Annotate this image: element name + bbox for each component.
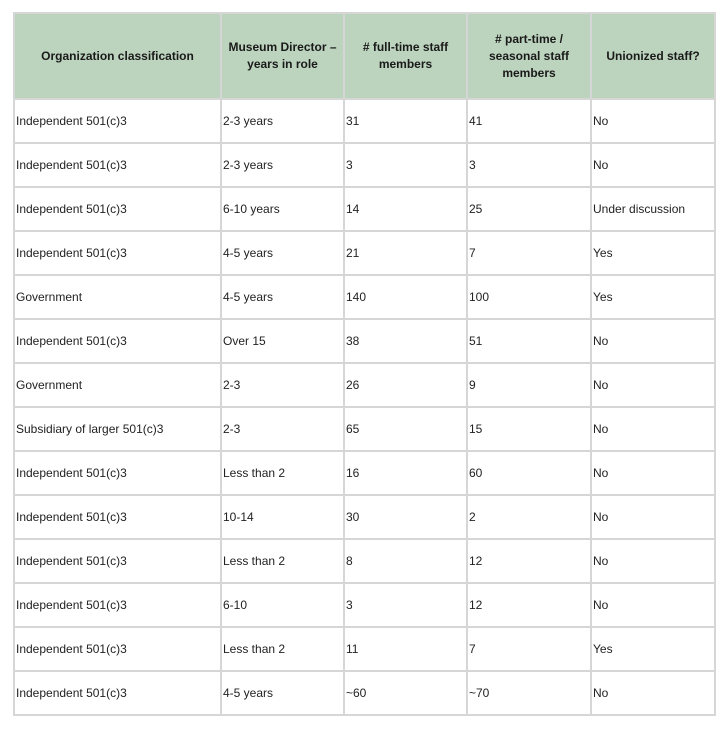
cell-director-years: Less than 2 — [221, 627, 344, 671]
cell-full-time-staff: 3 — [344, 143, 467, 187]
header-director-years: Museum Director – years in role — [221, 13, 344, 99]
cell-part-time-staff: 15 — [467, 407, 591, 451]
cell-organization-classification: Independent 501(c)3 — [14, 671, 221, 715]
cell-unionized-staff: No — [591, 407, 715, 451]
cell-director-years: 6-10 — [221, 583, 344, 627]
cell-organization-classification: Independent 501(c)3 — [14, 451, 221, 495]
cell-organization-classification: Independent 501(c)3 — [14, 319, 221, 363]
header-unionized-staff: Unionized staff? — [591, 13, 715, 99]
cell-full-time-staff: 16 — [344, 451, 467, 495]
cell-organization-classification: Independent 501(c)3 — [14, 99, 221, 143]
cell-part-time-staff: 7 — [467, 627, 591, 671]
cell-director-years: Less than 2 — [221, 539, 344, 583]
cell-unionized-staff: No — [591, 451, 715, 495]
museum-staff-table — [13, 12, 716, 716]
cell-full-time-staff: 8 — [344, 539, 467, 583]
cell-unionized-staff: Yes — [591, 275, 715, 319]
cell-organization-classification: Subsidiary of larger 501(c)3 — [14, 407, 221, 451]
cell-director-years: 4-5 years — [221, 231, 344, 275]
cell-director-years: 2-3 — [221, 363, 344, 407]
cell-organization-classification: Independent 501(c)3 — [14, 231, 221, 275]
cell-part-time-staff: 12 — [467, 583, 591, 627]
cell-part-time-staff: 41 — [467, 99, 591, 143]
table-body — [14, 99, 715, 715]
cell-director-years: 2-3 years — [221, 143, 344, 187]
table-row — [14, 407, 715, 451]
cell-part-time-staff: 60 — [467, 451, 591, 495]
cell-director-years: 2-3 — [221, 407, 344, 451]
cell-full-time-staff: 21 — [344, 231, 467, 275]
staff-table-container — [13, 12, 714, 716]
cell-part-time-staff: 9 — [467, 363, 591, 407]
table-row — [14, 187, 715, 231]
table-row — [14, 451, 715, 495]
table-row — [14, 363, 715, 407]
cell-director-years: 4-5 years — [221, 671, 344, 715]
cell-full-time-staff: 140 — [344, 275, 467, 319]
table-row — [14, 627, 715, 671]
cell-unionized-staff: Yes — [591, 231, 715, 275]
cell-director-years: Over 15 — [221, 319, 344, 363]
cell-unionized-staff: Yes — [591, 627, 715, 671]
cell-unionized-staff: No — [591, 143, 715, 187]
cell-director-years: 4-5 years — [221, 275, 344, 319]
table-row — [14, 539, 715, 583]
cell-part-time-staff: 25 — [467, 187, 591, 231]
table-row — [14, 275, 715, 319]
cell-unionized-staff: Under discussion — [591, 187, 715, 231]
cell-unionized-staff: No — [591, 319, 715, 363]
cell-unionized-staff: No — [591, 99, 715, 143]
cell-part-time-staff: 7 — [467, 231, 591, 275]
cell-part-time-staff: ~70 — [467, 671, 591, 715]
cell-full-time-staff: 38 — [344, 319, 467, 363]
cell-part-time-staff: 2 — [467, 495, 591, 539]
table-row — [14, 319, 715, 363]
table-row — [14, 143, 715, 187]
table-row — [14, 99, 715, 143]
cell-organization-classification: Independent 501(c)3 — [14, 143, 221, 187]
cell-full-time-staff: 14 — [344, 187, 467, 231]
cell-director-years: 2-3 years — [221, 99, 344, 143]
table-header-row — [14, 13, 715, 99]
cell-organization-classification: Independent 501(c)3 — [14, 627, 221, 671]
cell-part-time-staff: 12 — [467, 539, 591, 583]
cell-unionized-staff: No — [591, 539, 715, 583]
cell-unionized-staff: No — [591, 583, 715, 627]
header-part-time-staff: # part-time / seasonal staff members — [467, 13, 591, 99]
table-row — [14, 495, 715, 539]
table-row — [14, 231, 715, 275]
cell-organization-classification: Independent 501(c)3 — [14, 187, 221, 231]
header-organization-classification: Organization classification — [14, 13, 221, 99]
table-row — [14, 671, 715, 715]
cell-unionized-staff: No — [591, 363, 715, 407]
cell-organization-classification: Independent 501(c)3 — [14, 495, 221, 539]
table-row — [14, 583, 715, 627]
cell-unionized-staff: No — [591, 671, 715, 715]
cell-full-time-staff: ~60 — [344, 671, 467, 715]
cell-organization-classification: Government — [14, 275, 221, 319]
cell-full-time-staff: 3 — [344, 583, 467, 627]
cell-organization-classification: Independent 501(c)3 — [14, 583, 221, 627]
cell-full-time-staff: 65 — [344, 407, 467, 451]
cell-unionized-staff: No — [591, 495, 715, 539]
cell-director-years: 10-14 — [221, 495, 344, 539]
cell-part-time-staff: 3 — [467, 143, 591, 187]
cell-full-time-staff: 30 — [344, 495, 467, 539]
header-full-time-staff: # full-time staff members — [344, 13, 467, 99]
cell-full-time-staff: 31 — [344, 99, 467, 143]
cell-full-time-staff: 26 — [344, 363, 467, 407]
cell-part-time-staff: 51 — [467, 319, 591, 363]
cell-part-time-staff: 100 — [467, 275, 591, 319]
cell-director-years: Less than 2 — [221, 451, 344, 495]
cell-full-time-staff: 11 — [344, 627, 467, 671]
cell-director-years: 6-10 years — [221, 187, 344, 231]
cell-organization-classification: Government — [14, 363, 221, 407]
cell-organization-classification: Independent 501(c)3 — [14, 539, 221, 583]
